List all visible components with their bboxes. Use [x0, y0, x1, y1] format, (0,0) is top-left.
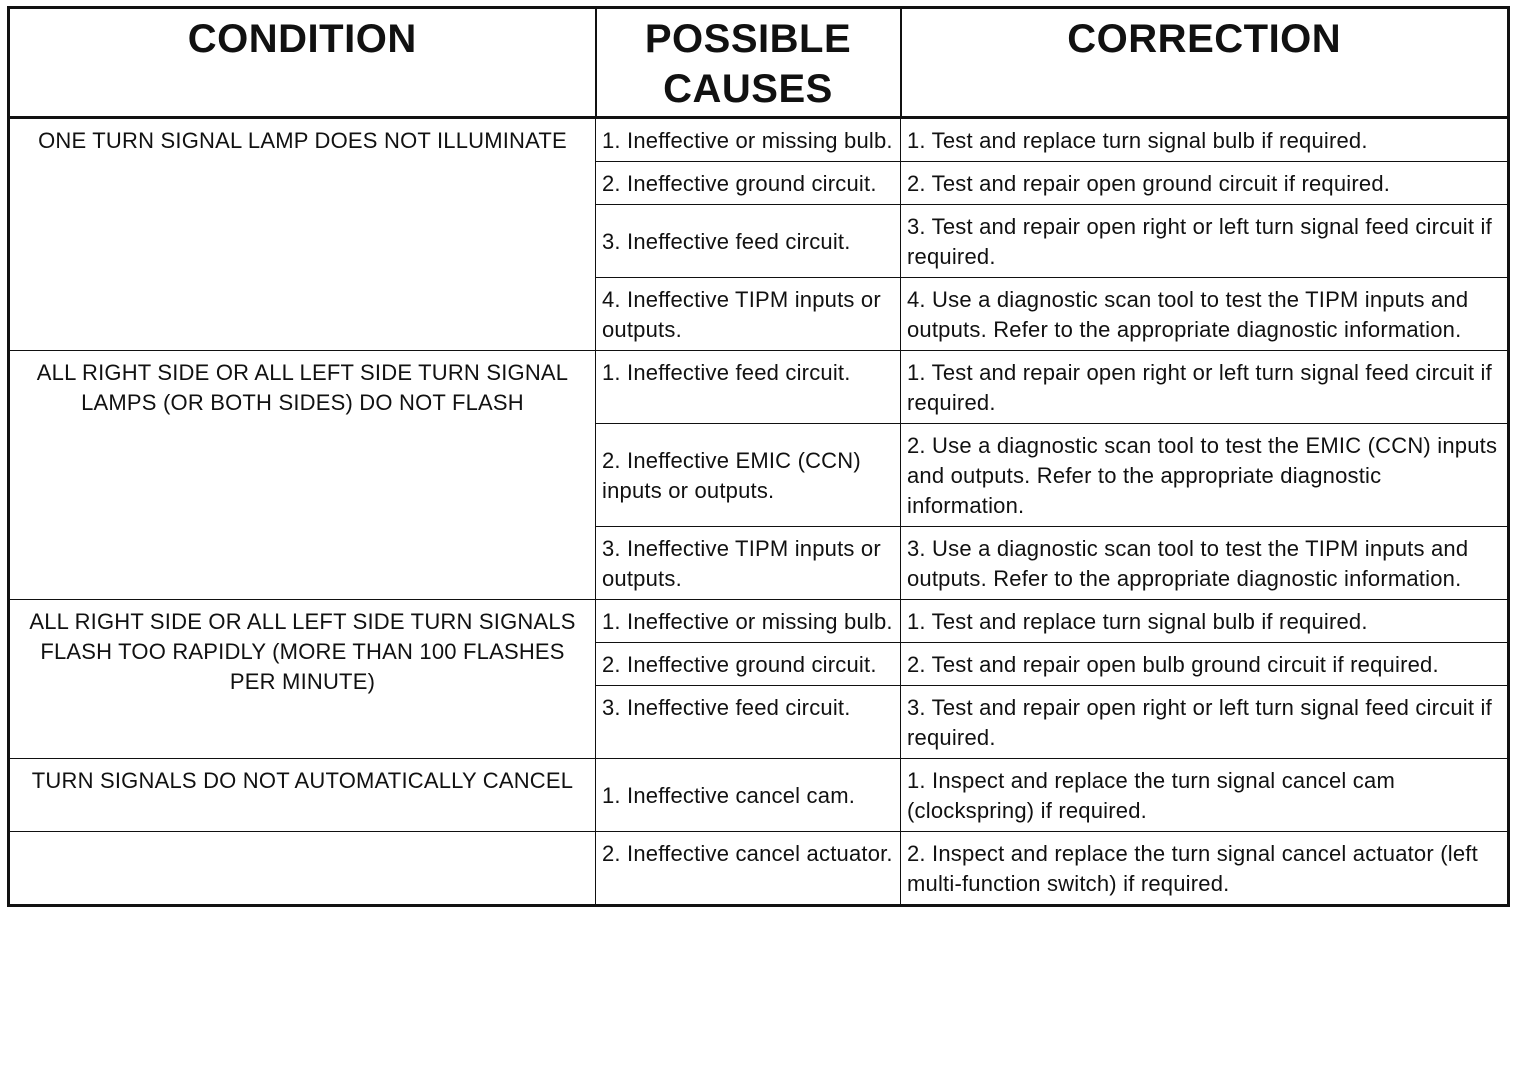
- cause-cell: 1. Ineffective or missing bulb.: [596, 600, 901, 643]
- correction-cell: 2. Test and repair open bulb ground circuit if required.: [901, 643, 1509, 686]
- header-row: [9, 8, 1509, 118]
- correction-cell: 2. Test and repair open ground circuit if required.: [901, 162, 1509, 205]
- condition-cell: ALL RIGHT SIDE OR ALL LEFT SIDE TURN SIGNALS FLASH TOO RAPIDLY (MORE THAN 100 FLASHES PER MINUTE): [9, 600, 596, 759]
- cause-cell: 2. Ineffective ground circuit.: [596, 643, 901, 686]
- table-row: [9, 759, 1509, 832]
- header-condition: CONDITION: [9, 8, 596, 118]
- cause-cell: 2. Ineffective EMIC (CCN) inputs or outputs.: [596, 424, 901, 527]
- cause-cell: 1. Ineffective or missing bulb.: [596, 118, 901, 162]
- table-row: [9, 832, 1509, 906]
- table-row: [9, 118, 1509, 162]
- correction-cell: 1. Test and replace turn signal bulb if required.: [901, 600, 1509, 643]
- cause-cell: 3. Ineffective feed circuit.: [596, 205, 901, 278]
- header-possible-causes: POSSIBLE CAUSES: [596, 8, 901, 118]
- correction-cell: 3. Use a diagnostic scan tool to test the TIPM inputs and outputs. Refer to the appropriate diagnostic information.: [901, 527, 1509, 600]
- correction-cell: 1. Inspect and replace the turn signal cancel cam (clockspring) if required.: [901, 759, 1509, 832]
- cause-cell: 1. Ineffective feed circuit.: [596, 351, 901, 424]
- condition-cell: [9, 832, 596, 906]
- condition-cell: ONE TURN SIGNAL LAMP DOES NOT ILLUMINATE: [9, 118, 596, 351]
- cause-cell: 2. Ineffective cancel actuator.: [596, 832, 901, 906]
- cause-cell: 2. Ineffective ground circuit.: [596, 162, 901, 205]
- correction-cell: 2. Use a diagnostic scan tool to test the EMIC (CCN) inputs and outputs. Refer to the appropriate diagnostic information.: [901, 424, 1509, 527]
- table-row: [9, 351, 1509, 424]
- diagnosis-table: [7, 6, 1510, 907]
- header-correction: CORRECTION: [901, 8, 1509, 118]
- cause-cell: 4. Ineffective TIPM inputs or outputs.: [596, 278, 901, 351]
- correction-cell: 4. Use a diagnostic scan tool to test the TIPM inputs and outputs. Refer to the appropriate diagnostic information.: [901, 278, 1509, 351]
- table-row: [9, 600, 1509, 643]
- condition-cell: TURN SIGNALS DO NOT AUTOMATICALLY CANCEL: [9, 759, 596, 832]
- correction-cell: 3. Test and repair open right or left turn signal feed circuit if required.: [901, 686, 1509, 759]
- correction-cell: 3. Test and repair open right or left turn signal feed circuit if required.: [901, 205, 1509, 278]
- correction-cell: 2. Inspect and replace the turn signal cancel actuator (left multi-function switch) if required.: [901, 832, 1509, 906]
- cause-cell: 3. Ineffective TIPM inputs or outputs.: [596, 527, 901, 600]
- correction-cell: 1. Test and repair open right or left turn signal feed circuit if required.: [901, 351, 1509, 424]
- condition-cell: ALL RIGHT SIDE OR ALL LEFT SIDE TURN SIGNAL LAMPS (OR BOTH SIDES) DO NOT FLASH: [9, 351, 596, 600]
- correction-cell: 1. Test and replace turn signal bulb if required.: [901, 118, 1509, 162]
- cause-cell: 3. Ineffective feed circuit.: [596, 686, 901, 759]
- cause-cell: 1. Ineffective cancel cam.: [596, 759, 901, 832]
